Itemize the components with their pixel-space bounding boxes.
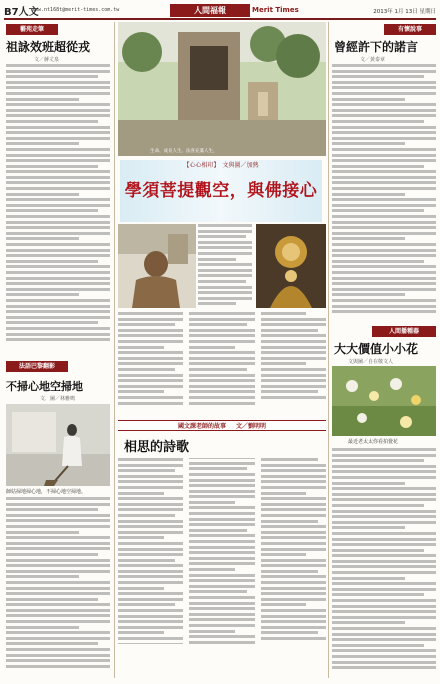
issue-date: 2013年 1月 13日 星期日: [373, 9, 436, 15]
buddha-painting: [256, 224, 326, 308]
feature-headline: 學須菩提觀空，與佛接心: [124, 181, 318, 201]
column-divider: [114, 22, 115, 678]
article-title: 不掃心地空掃地: [6, 380, 83, 393]
article-body: [332, 64, 436, 326]
temple-photo: [118, 22, 326, 156]
article-body: [118, 458, 326, 680]
section-label: B7人文: [4, 7, 39, 18]
monk-photo: [118, 224, 196, 308]
section-tag: 藝苑走筆: [6, 24, 58, 35]
article-body: [6, 497, 110, 679]
photo-caption: 最近老太太你看拍覺花: [348, 439, 399, 445]
section-tag: 有懷說事: [384, 24, 436, 35]
masthead: [4, 3, 436, 20]
sweeping-photo: [6, 404, 110, 486]
section-tag: 法語巴黎翻影: [6, 361, 68, 372]
article-title: 祖詠效班超從戎: [6, 40, 91, 54]
column-divider: [328, 22, 329, 678]
article-title: 曾經許下的諾言: [334, 40, 419, 54]
masthead-url: www.nt168t@merit-times.com.tw: [32, 7, 120, 13]
article-body: [6, 64, 110, 357]
photo-caption: 生命、成長人生、法喜充滿人生，: [150, 149, 218, 154]
banner-header: 【心心相印】 文與圖／加熱: [183, 162, 259, 169]
article-byline: 文／蔣丈泉: [34, 57, 60, 63]
article-byline: 文與圖／自在敬文人: [348, 359, 394, 365]
article-byline: 文．圖／林雅鳴: [40, 396, 76, 402]
newspaper-logo-en: Merit Times: [252, 6, 299, 14]
article-body: [118, 312, 326, 416]
article-title: 相思的詩歌: [124, 440, 190, 455]
photo-caption: 師姑掃地掃心地，不掃心地空掃地。: [6, 489, 87, 495]
section-tag: 國文課老師的故事: [177, 423, 226, 430]
section-tag: 人間播種器: [372, 326, 436, 337]
section-tag-author: 文／劉明明: [236, 423, 267, 430]
article-body: [198, 224, 252, 308]
article-title: 大大價值小小花: [334, 342, 419, 356]
newspaper-logo: 人間福報: [170, 4, 250, 17]
section-tag-bar: [118, 420, 326, 431]
article-body: [332, 448, 436, 678]
article-byline: 文／黃泰章: [360, 57, 386, 63]
flower-photo: [332, 366, 436, 436]
feature-banner: [120, 160, 322, 222]
